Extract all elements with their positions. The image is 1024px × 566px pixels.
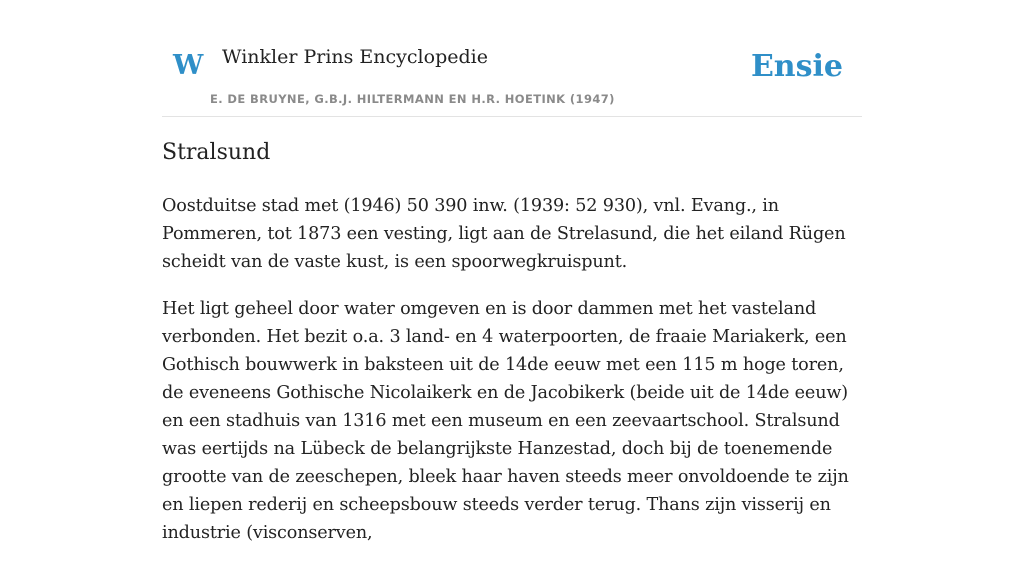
- article-paragraph-1: Oostduitse stad met (1946) 50 390 inw. (1939: 52 930), vnl. Evang., in Pommeren, tot 1873 een vesting, ligt aan de Strelasund, die het eiland Rügen scheidt van de vaste kust, is een spoorwegkruispunt.: [162, 195, 846, 272]
- publication-title[interactable]: Winkler Prins Encyclopedie: [222, 46, 488, 68]
- article-paragraph-2: Het ligt geheel door water omgeven en is door dammen met het vasteland verbonden. Het bezit o.a. 3 land- en 4 waterpoorten, de fraaie Mariakerk, een Gothisch bouwwerk in baksteen uit de 14de eeuw met een 115 m hoge toren, de eveneens Gothische Nicolaikerk en de Jacobikerk (beide uit de 14de eeuw) en een stadhuis van 1316 met een museum en een zeevaartschool. Stralsund was eertijds na Lübeck de belangrijkste Hanzestad, doch bij de toenemende grootte van de zeeschepen, bleek haar haven steeds meer onvoldoende te zijn en liepen rederij en scheepsbouw steeds verder terug. Thans zijn visserij en industrie (visconserven,: [162, 298, 849, 543]
- article: [162, 138, 862, 566]
- publication-authors: E. DE BRUYNE, G.B.J. HILTERMANN EN H.R. HOETINK (1947): [210, 92, 615, 106]
- ensie-brand-logo[interactable]: Ensie: [750, 49, 843, 84]
- article-title: Stralsund: [162, 140, 271, 165]
- winkler-prins-logo[interactable]: W: [173, 50, 204, 81]
- site-header: [162, 0, 862, 117]
